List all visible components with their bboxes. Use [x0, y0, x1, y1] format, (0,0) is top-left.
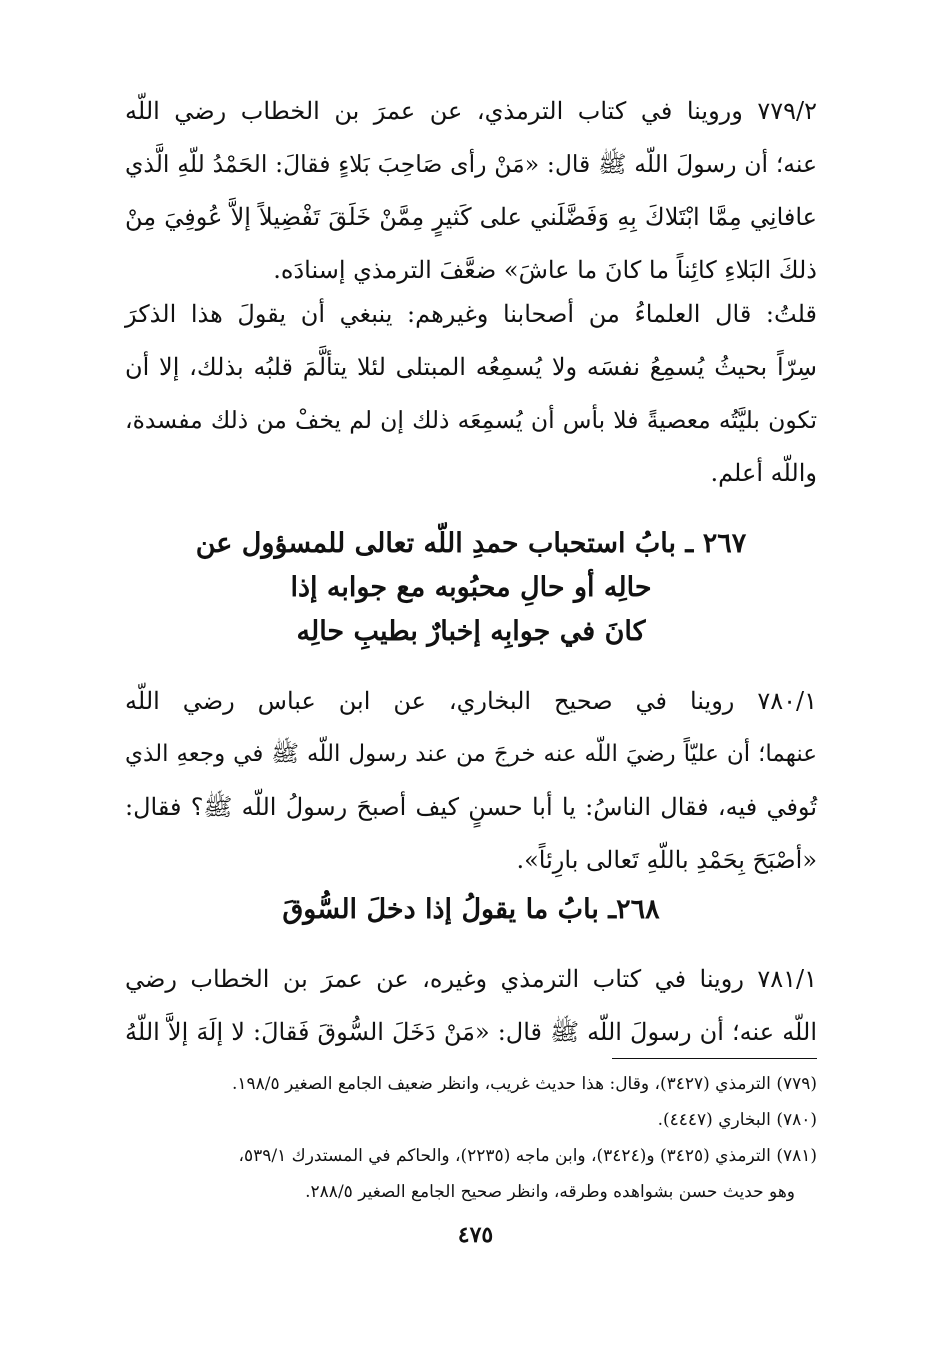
- footnote-781-continued: وهو حديث حسن بشواهده وطرقه، وانظر صحيح الجامع الصغير ٢٨٨/٥.: [305, 1182, 795, 1202]
- hadith-780: [125, 675, 817, 887]
- text-line: عافانِي مِمَّا ابْتَلاكَ بِهِ وَفَضَّلَني على كَثيرٍ مِمَّنْ خَلَقَ تَفْضِيلاً إلاَّ عُوفِيَ مِنْ: [125, 203, 817, 231]
- text-line: تُوفي فيه، فقال الناسُ: يا أبا حسنٍ كيف أصبحَ رسولُ اللّه ﷺ؟ فقال:: [125, 793, 817, 821]
- text-line: ذلكَ البَلاءِ كائِناً ما كانَ ما عاشَ» ضعَّفَ الترمذي إسنادَه.: [273, 256, 817, 284]
- footnote-divider: [612, 1058, 817, 1059]
- heading-line: حالِه أو حالِ محبُوبه مع جوابه إذا: [290, 572, 652, 603]
- hadith-779: [125, 85, 817, 297]
- footnote-781: (٧٨١) الترمذي (٣٤٢٥) و(٣٤٢٤)، وابن ماجه (٢٢٣٥)، والحاكم في المستدرك ٥٣٩/١،: [238, 1146, 817, 1166]
- text-line: تكون بليَّتُه معصيةً فلا بأس أن يُسمِعَه ذلك إن لم يخفْ من ذلك مفسدة،: [125, 406, 817, 434]
- heading-line: ٢٦٧ ـ بابُ استحباب حمدِ اللّه تعالى للمسؤول عن: [195, 528, 747, 559]
- footnotes: [125, 1066, 817, 1210]
- hadith-781: [125, 953, 817, 1059]
- chapter-heading-267: [125, 522, 817, 654]
- text-line: اللّه عنه؛ أن رسولَ اللّه ﷺ قال: «مَنْ دَخَلَ السُّوقَ فَقالَ: لا إلَهَ إلاَّ اللّهُ: [125, 1018, 817, 1046]
- text-line: عنه؛ أن رسولَ اللّه ﷺ قال: «مَنْ رأى صَاحِبَ بَلاءٍ فقالَ: الحَمْدُ للّهِ الَّذي: [125, 150, 817, 178]
- qultu-paragraph: [125, 288, 817, 500]
- page-number: ٤٧٥: [457, 1222, 494, 1248]
- heading-line: ٢٦٨ـ بابُ ما يقولُ إذا دخلَ السُّوقَ: [282, 894, 660, 925]
- text-line: ٧٨٠/١ روينا في صحيح البخاري، عن ابن عباس رضي اللّه: [125, 687, 817, 715]
- text-line: سِرّاً بحيثُ يُسمِعُ نفسَه ولا يُسمِعُه المبتلى لئلا يتألَّمَ قلبُه بذلك، إلا أن: [125, 353, 817, 381]
- text-line: «أصْبَحَ بِحَمْدِ باللّهِ تَعالى بارِئاً».: [516, 846, 817, 874]
- text-line: عنهما؛ أن عليّاً رضيَ اللّه عنه خرجَ من عند رسول اللّه ﷺ في وجعهِ الذي: [125, 741, 817, 767]
- footnote-780: (٧٨٠) البخاري (٤٤٤٧).: [657, 1110, 817, 1130]
- text-line: قلتُ: قال العلماءُ من أصحابنا وغيرهم: ينبغي أن يقولَ هذا الذكرَ: [125, 300, 817, 328]
- chapter-heading-268: [125, 888, 817, 932]
- text-line: ٧٨١/١ روينا في كتاب الترمذي وغيره، عن عمرَ بن الخطاب رضي: [125, 965, 817, 993]
- text-line: ٧٧٩/٢ وروينا في كتاب الترمذي، عن عمرَ بن الخطاب رضي اللّه: [125, 97, 817, 125]
- footnote-779: (٧٧٩) الترمذي (٣٤٢٧)، وقال: هذا حديث غريب، وانظر ضعيف الجامع الصغير ١٩٨/٥.: [232, 1074, 817, 1094]
- text-line: واللّه أعلم.: [710, 459, 817, 487]
- heading-line: كانَ في جوابِه إخبارٌ بطيبِ حالِه: [296, 616, 646, 647]
